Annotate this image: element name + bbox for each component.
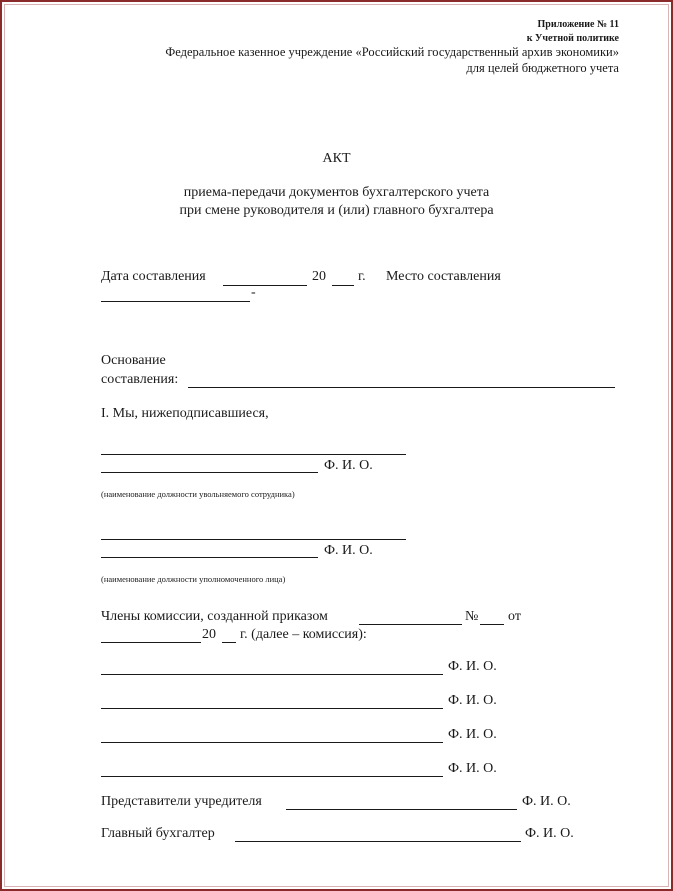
appendix-number: Приложение № 11 [537,19,619,30]
member2-blank[interactable] [101,708,443,709]
chief-accountant-fio: Ф. И. О. [525,826,574,841]
document-subtitle-line1: приема-передачи документов бухгалтерского учета [183,185,490,200]
order-blank[interactable] [359,624,462,625]
place-label: Место составления [386,269,501,284]
year-blank[interactable] [332,285,354,286]
year-prefix: 20 [312,269,326,284]
chief-accountant-blank[interactable] [235,841,521,842]
member1-fio: Ф. И. О. [448,659,497,674]
member4-blank[interactable] [101,776,443,777]
section1-heading: I. Мы, нижеподписавшиеся, [101,406,269,421]
place-trailing-dash: - [251,285,256,300]
founder-fio: Ф. И. О. [522,794,571,809]
member2-fio: Ф. И. О. [448,693,497,708]
institution-name: Федеральное казенное учреждение «Российский государственный архив экономики» [165,45,619,59]
accounting-purpose: для целей бюджетного учета [466,61,619,75]
signatory1-fio: Ф. И. О. [324,458,373,473]
order-date-blank[interactable] [101,642,201,643]
member4-fio: Ф. И. О. [448,761,497,776]
member3-blank[interactable] [101,742,443,743]
date-blank[interactable] [223,285,307,286]
basis-label-line2: составления: [101,372,179,387]
order-year-blank[interactable] [222,642,236,643]
place-blank[interactable] [101,301,250,302]
commission-from-label: от [508,609,521,624]
document-title: АКТ [322,151,351,166]
year-suffix: г. [358,269,366,284]
signatory2-position-blank[interactable] [101,539,406,540]
founder-blank[interactable] [286,809,517,810]
policy-reference: к Учетной политике [526,33,619,44]
commission-label: Члены комиссии, созданной приказом [101,609,328,624]
signatory2-name-blank[interactable] [101,557,318,558]
signatory1-position-blank[interactable] [101,454,406,455]
document-subtitle-line2: при смене руководителя и (или) главного бухгалтера [179,203,494,218]
signatory2-fio: Ф. И. О. [324,543,373,558]
basis-label-line1: Основание [101,353,166,368]
member3-fio: Ф. И. О. [448,727,497,742]
date-label: Дата составления [101,269,206,284]
commission-year-suffix: г. (далее – комиссия): [240,627,367,642]
commission-number-label: № [465,609,479,624]
signatory1-name-blank[interactable] [101,472,318,473]
commission-year-prefix: 20 [202,627,216,642]
founder-label: Представители учредителя [101,794,262,809]
chief-accountant-label: Главный бухгалтер [101,826,215,841]
signatory1-caption: (наименование должности увольняемого сотрудника) [101,489,295,499]
order-number-blank[interactable] [480,624,504,625]
basis-blank[interactable] [188,387,615,388]
member1-blank[interactable] [101,674,443,675]
signatory2-caption: (наименование должности уполномоченного лица) [101,574,286,584]
